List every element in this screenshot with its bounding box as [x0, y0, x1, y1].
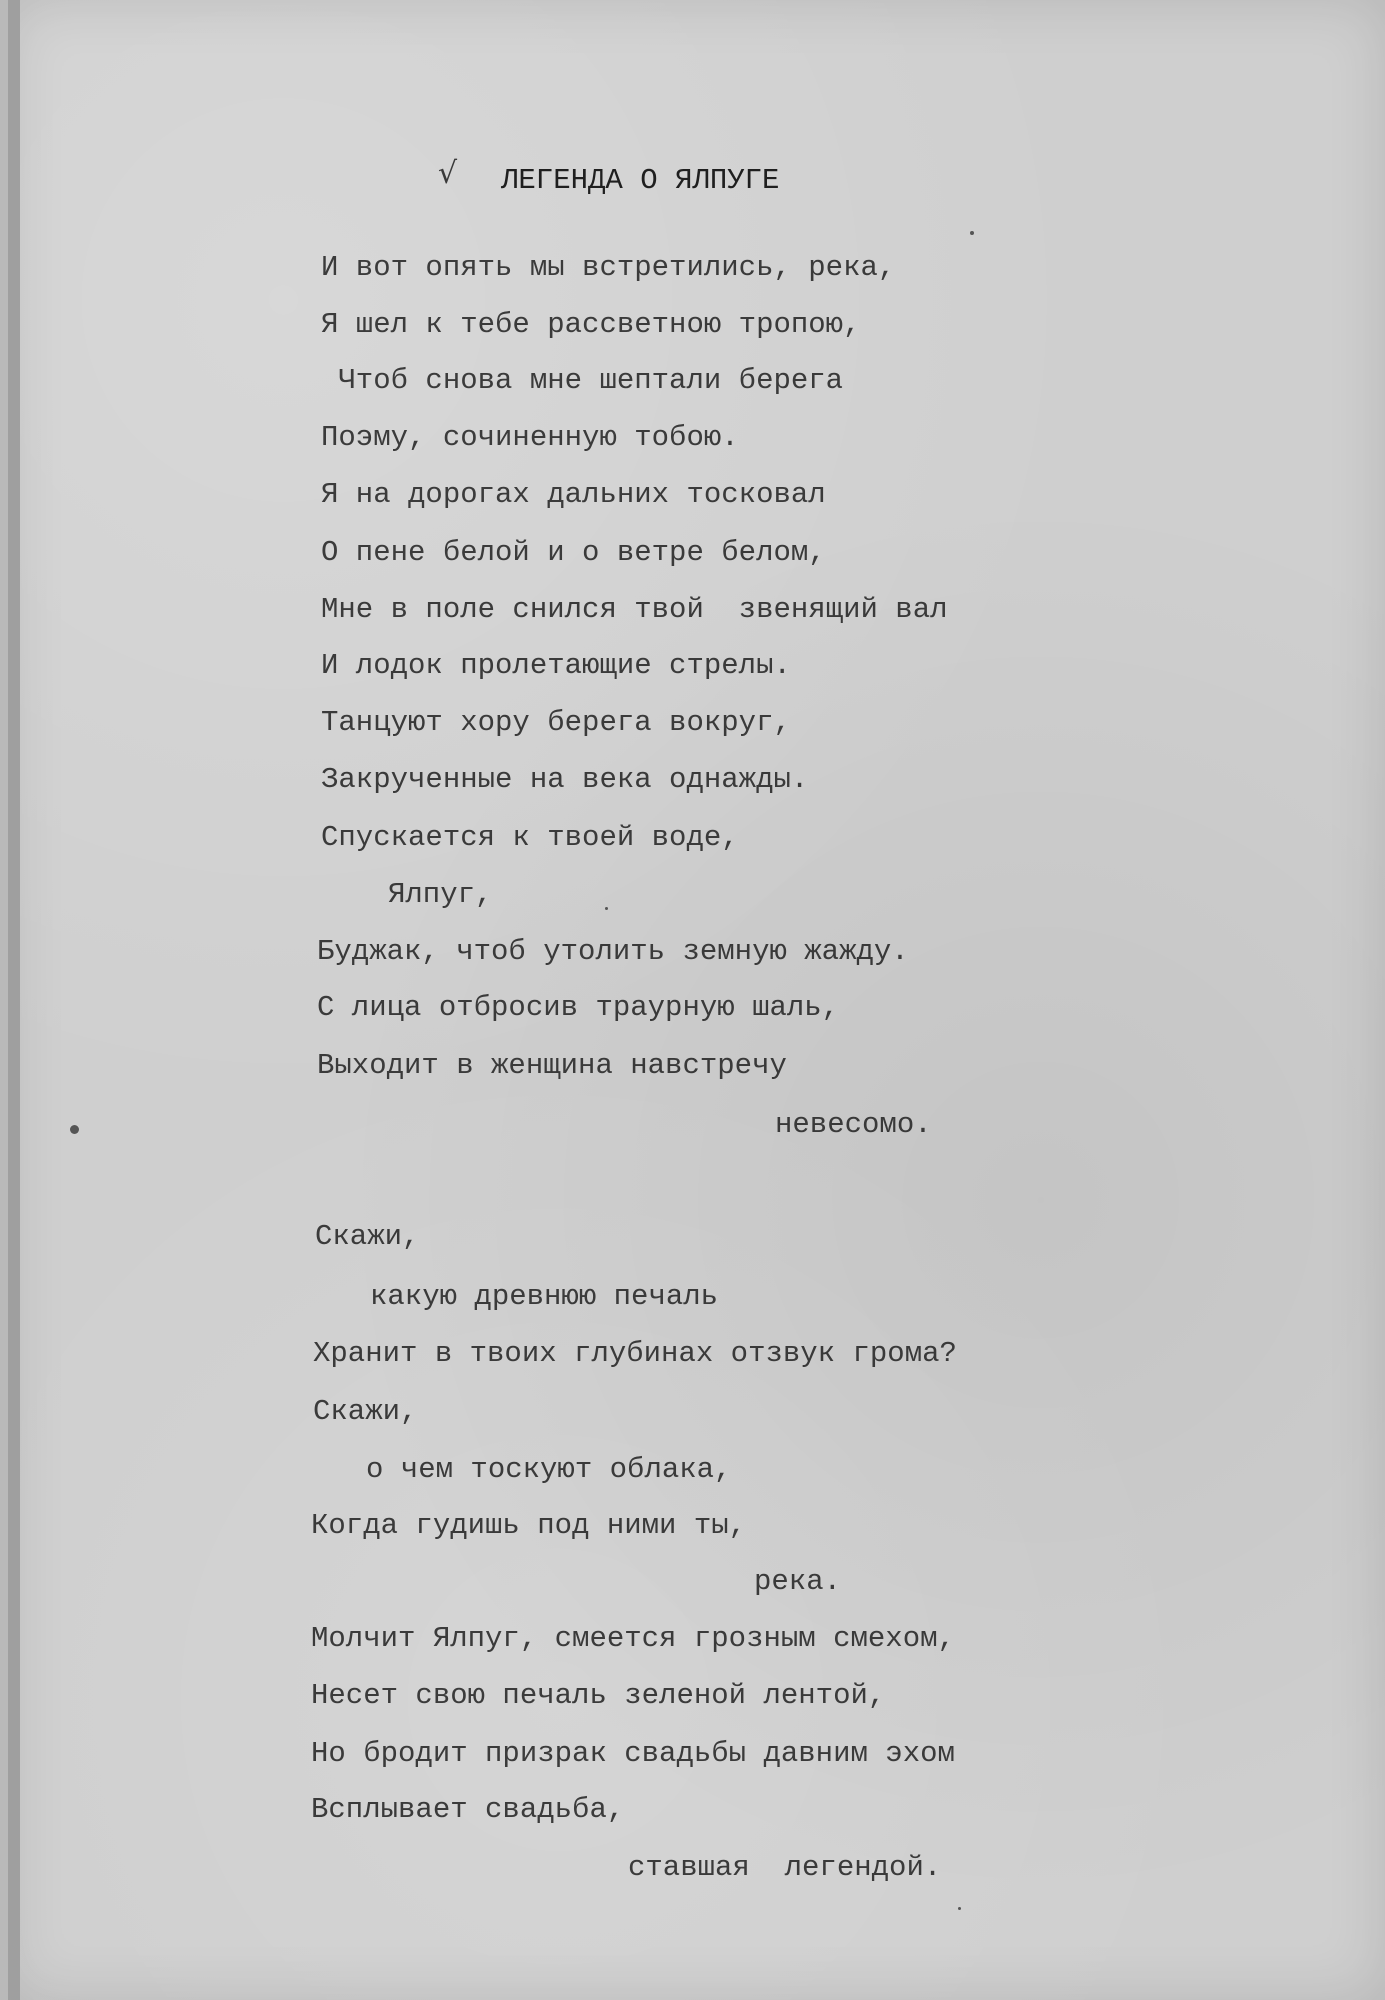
ink-speck: [958, 1907, 961, 1910]
poem-line: о чем тоскуют облака,: [366, 1453, 732, 1486]
ink-speck: [605, 907, 608, 910]
poem-line: Буджак, чтоб утолить земную жажду.: [317, 935, 909, 968]
poem-line: Несет свою печаль зеленой лентой,: [311, 1679, 886, 1712]
poem-line: ставшая легендой.: [628, 1851, 942, 1884]
poem-title: ЛЕГЕНДА О ЯЛПУГЕ: [501, 164, 780, 197]
poem-line: невесомо.: [775, 1108, 932, 1141]
poem-line: Всплывает свадьба,: [311, 1793, 625, 1826]
poem-line: Чтоб снова мне шептали берега: [321, 364, 844, 397]
paper-sheet: [8, 0, 1385, 2000]
poem-line: Скажи,: [313, 1395, 418, 1428]
poem-line: Я шел к тебе рассветною тропою,: [321, 308, 861, 341]
poem-line: И вот опять мы встретились, река,: [321, 251, 896, 284]
poem-line: Танцуют хору берега вокруг,: [321, 706, 791, 739]
poem-line: какую древнюю печаль: [370, 1280, 719, 1313]
poem-line: Но бродит призрак свадьбы давним эхом: [311, 1737, 955, 1770]
ink-speck: [70, 1125, 79, 1134]
poem-line: Ялпуг,: [388, 878, 493, 911]
poem-line: Выходит в женщина навстречу: [317, 1049, 787, 1082]
poem-body: [8, 0, 1385, 2000]
poem-line: Скажи,: [315, 1220, 420, 1253]
poem-line: С лица отбросив траурную шаль,: [317, 991, 840, 1024]
poem-line: Поэму, сочиненную тобою.: [321, 421, 739, 454]
poem-line: река.: [754, 1565, 842, 1598]
poem-line: Когда гудишь под ними ты,: [311, 1509, 747, 1542]
check-mark: √: [438, 156, 458, 191]
poem-line: Закрученные на века однажды.: [321, 763, 809, 796]
ink-speck: [970, 231, 974, 235]
poem-line: И лодок пролетающие стрелы.: [321, 649, 791, 682]
poem-line: О пене белой и о ветре белом,: [321, 536, 826, 569]
poem-line: Мне в поле снился твой звенящий вал: [321, 593, 948, 626]
poem-line: Хранит в твоих глубинах отзвук грома?: [313, 1337, 957, 1370]
poem-line: Я на дорогах дальних тосковал: [321, 478, 826, 511]
poem-line: Молчит Ялпуг, смеется грозным смехом,: [311, 1622, 955, 1655]
poem-line: Спускается к твоей воде,: [321, 821, 739, 854]
